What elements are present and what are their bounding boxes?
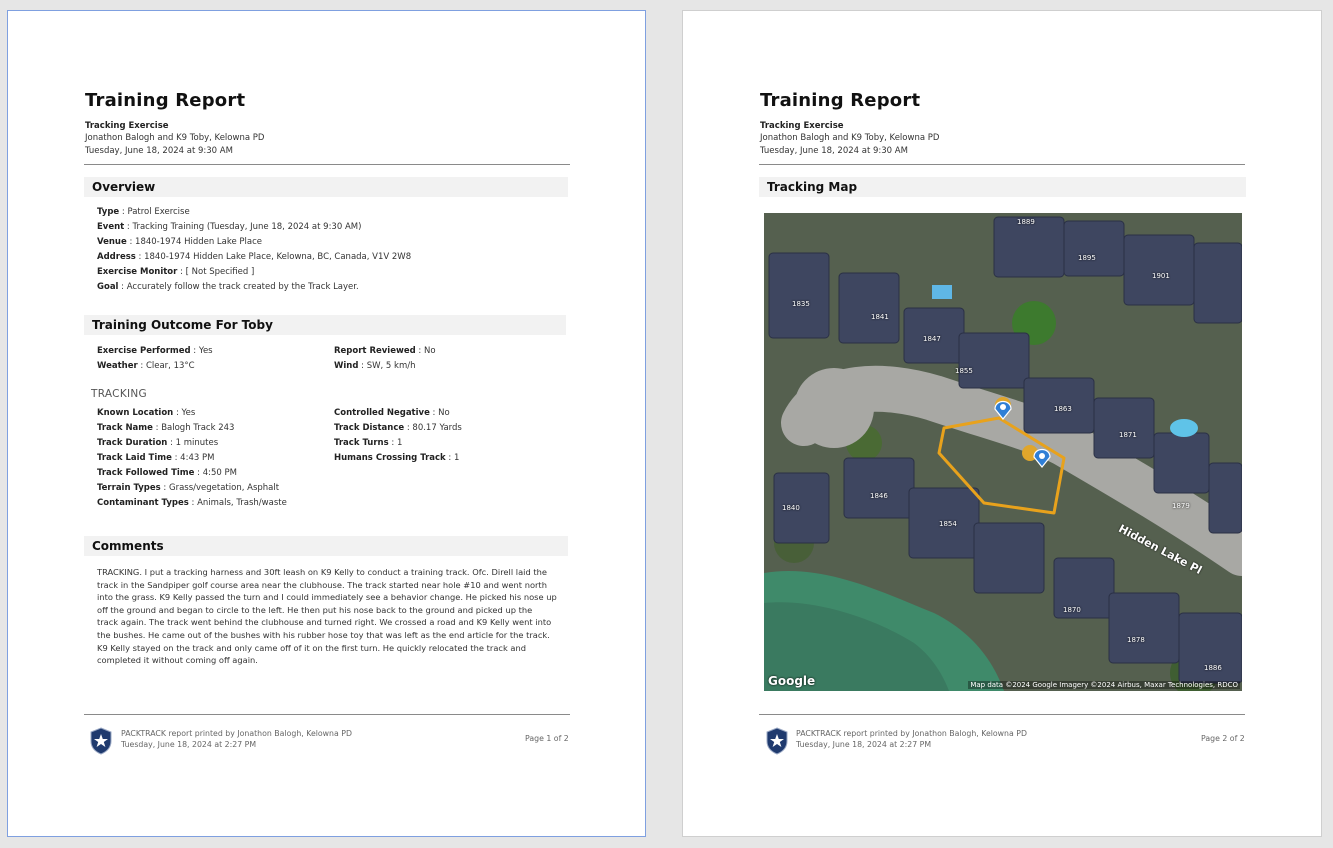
footer-divider — [84, 714, 570, 715]
street-label: Hidden Lake Pl — [1116, 522, 1205, 577]
house-number: 1855 — [955, 367, 973, 375]
comment-line: into the grass. K9 Kelly passed the turn and I could immediately see a behavior change. He picked his nose up — [97, 592, 557, 603]
house-number: 1871 — [1119, 431, 1137, 439]
field-separator: : — [119, 207, 128, 217]
report-page-1 — [7, 10, 646, 837]
google-logo: Google — [768, 674, 816, 688]
field-row — [97, 438, 218, 448]
field-separator: : — [415, 346, 424, 356]
field-value: 1 — [396, 438, 403, 448]
comment-line: completed it without coming off again. — [97, 655, 258, 666]
field-separator: : — [190, 346, 199, 356]
field-value: 1 minutes — [175, 438, 219, 448]
field-separator: : — [152, 423, 162, 433]
field-label: Exercise Monitor — [97, 267, 178, 277]
handler-line: Jonathon Balogh and K9 Toby, Kelowna PD — [85, 133, 265, 143]
field-separator: : — [171, 453, 181, 463]
field-label: Goal — [97, 282, 119, 292]
field-value: No — [423, 346, 436, 356]
field-row — [97, 498, 287, 508]
tracking-map[interactable] — [764, 213, 1242, 691]
comment-line: track again. The track went behind the clubhouse and turned right. We crossed a road and K9 Kelly went into — [97, 617, 552, 628]
footer-printed-date: Tuesday, June 18, 2024 at 2:27 PM — [796, 740, 932, 749]
satellite-imagery — [764, 213, 1242, 691]
report-date: Tuesday, June 18, 2024 at 9:30 AM — [760, 146, 908, 156]
field-value: 1840-1974 Hidden Lake Place — [135, 237, 263, 247]
house-number: 1879 — [1172, 502, 1190, 510]
house-number: 1895 — [1078, 254, 1096, 262]
field-row — [97, 267, 254, 277]
house-number: 1847 — [923, 335, 941, 343]
field-separator: : — [137, 361, 146, 371]
page-number: Page 1 of 2 — [525, 734, 569, 743]
header-divider — [759, 164, 1245, 165]
packtrack-logo-icon — [766, 727, 788, 755]
outcome-heading: Training Outcome For Toby — [92, 318, 273, 332]
field-separator: : — [124, 222, 133, 232]
map-attribution[interactable]: Map data ©2024 Google Imagery ©2024 Airbus, Maxar Technologies, RDCO — [970, 681, 1238, 689]
field-label: Weather — [97, 361, 138, 371]
field-row — [97, 423, 234, 433]
comment-line: TRACKING. I put a tracking harness and 30ft leash on K9 Kelly to conduct a training track. Ofc. Direll laid the — [97, 567, 547, 577]
field-label: Track Turns — [334, 438, 389, 448]
field-separator: : — [188, 498, 198, 508]
packtrack-logo-icon — [90, 727, 112, 755]
field-label: Type — [97, 207, 120, 217]
field-value: Balogh Track 243 — [161, 423, 235, 433]
footer-printed-by: PACKTRACK report printed by Jonathon Balogh, Kelowna PD — [796, 729, 1027, 738]
report-title: Training Report — [85, 90, 246, 111]
field-label: Wind — [334, 361, 359, 371]
field-value: 1840-1974 Hidden Lake Place, Kelowna, BC, Canada, V1V 2W8 — [144, 252, 412, 262]
footer-printed-by: PACKTRACK report printed by Jonathon Balogh, Kelowna PD — [121, 729, 352, 738]
field-separator: : — [358, 361, 367, 371]
field-value: Animals, Trash/waste — [197, 498, 287, 508]
field-row — [97, 468, 237, 478]
house-number: 1886 — [1204, 664, 1222, 672]
field-label: Track Followed Time — [97, 468, 195, 478]
field-separator: : — [167, 438, 176, 448]
field-value: Grass/vegetation, Asphalt — [169, 483, 280, 493]
field-separator: : — [445, 453, 454, 463]
report-page-2 — [682, 10, 1322, 837]
field-value: 80.17 Yards — [412, 423, 462, 433]
house-number: 1841 — [871, 313, 889, 321]
field-label: Controlled Negative — [334, 408, 430, 418]
field-label: Address — [97, 252, 136, 262]
house-number: 1889 — [1017, 218, 1035, 226]
field-separator: : — [160, 483, 169, 493]
field-row — [97, 237, 262, 247]
field-separator: : — [429, 408, 439, 418]
field-row — [97, 408, 195, 418]
field-row — [334, 423, 462, 433]
map-section-header — [759, 177, 1246, 197]
field-row — [97, 282, 359, 292]
field-label: Exercise Performed — [97, 346, 191, 356]
field-label: Track Distance — [334, 423, 405, 433]
field-row — [334, 438, 402, 448]
overview-heading: Overview — [92, 180, 156, 194]
field-label: Track Duration — [97, 438, 168, 448]
footer-printed-date: Tuesday, June 18, 2024 at 2:27 PM — [121, 740, 257, 749]
field-row — [97, 453, 214, 463]
report-title: Training Report — [760, 90, 921, 111]
field-separator: : — [126, 237, 136, 247]
field-separator: : — [135, 252, 145, 262]
overview-section-header — [84, 177, 568, 197]
comments-section-header — [84, 536, 568, 556]
header-divider — [84, 164, 570, 165]
field-row — [97, 346, 213, 356]
house-number: 1840 — [782, 504, 800, 512]
tracking-subheading: TRACKING — [91, 388, 147, 400]
field-value: Clear, 13°C — [145, 361, 195, 371]
field-value: SW, 5 km/h — [366, 361, 416, 371]
field-label: Contaminant Types — [97, 498, 189, 508]
house-number: 1854 — [939, 520, 957, 528]
field-label: Track Name — [97, 423, 153, 433]
field-label: Venue — [97, 237, 127, 247]
field-value: 1 — [454, 453, 460, 463]
field-row — [97, 222, 361, 232]
field-label: Event — [97, 222, 125, 232]
report-subtitle: Tracking Exercise — [85, 121, 169, 131]
field-separator: : — [118, 282, 127, 292]
footer-divider — [759, 714, 1245, 715]
field-value: [ Not Specified ] — [185, 267, 255, 277]
field-separator: : — [177, 267, 186, 277]
field-row — [334, 361, 416, 371]
field-separator: : — [173, 408, 182, 418]
report-subtitle: Tracking Exercise — [760, 121, 844, 131]
comment-line: off the ground and began to circle to the left. He then put his nose back to the ground and picked up the — [97, 604, 533, 615]
field-row — [334, 453, 459, 463]
comment-line: K9 Kelly stayed on the track and only came off of it on the first turn. He quickly relocated the track and — [97, 642, 527, 653]
house-number: 1870 — [1063, 606, 1081, 614]
field-value: Tracking Training (Tuesday, June 18, 2024 at 9:30 AM) — [132, 222, 362, 232]
house-number: 1846 — [870, 492, 888, 500]
field-value: Patrol Exercise — [127, 207, 190, 217]
field-value: 4:43 PM — [180, 453, 215, 463]
outcome-section-header — [84, 315, 566, 335]
field-row — [97, 483, 279, 493]
comment-line: track in the Sandpiper golf course area near the clubhouse. The track started near hole #10 and went north — [97, 579, 547, 590]
map-heading: Tracking Map — [767, 180, 858, 194]
report-date: Tuesday, June 18, 2024 at 9:30 AM — [85, 146, 233, 156]
field-separator: : — [388, 438, 397, 448]
field-label: Terrain Types — [97, 483, 161, 493]
field-row — [97, 361, 195, 371]
field-label: Track Laid Time — [97, 453, 172, 463]
field-value: No — [438, 408, 450, 418]
comments-heading: Comments — [92, 539, 164, 553]
field-value: 4:50 PM — [202, 468, 237, 478]
handler-line: Jonathon Balogh and K9 Toby, Kelowna PD — [760, 133, 940, 143]
field-value: Yes — [181, 408, 196, 418]
field-row — [334, 346, 436, 356]
page-number: Page 2 of 2 — [1201, 734, 1245, 743]
field-row — [97, 252, 411, 262]
field-value: Accurately follow the track created by the Track Layer. — [126, 282, 359, 292]
house-number: 1835 — [792, 300, 810, 308]
field-label: Report Reviewed — [334, 346, 416, 356]
house-number: 1878 — [1127, 636, 1145, 644]
field-row — [334, 408, 450, 418]
comment-line: the bushes. He came out of the bushes with his rubber hose toy that was left as the end article for the track. — [97, 629, 550, 640]
house-number: 1863 — [1054, 405, 1072, 413]
field-separator: : — [404, 423, 413, 433]
field-label: Known Location — [97, 408, 174, 418]
comments-body — [97, 566, 557, 667]
field-label: Humans Crossing Track — [334, 453, 446, 463]
field-separator: : — [194, 468, 203, 478]
field-row — [97, 207, 190, 217]
house-number: 1901 — [1152, 272, 1170, 280]
field-value: Yes — [198, 346, 213, 356]
